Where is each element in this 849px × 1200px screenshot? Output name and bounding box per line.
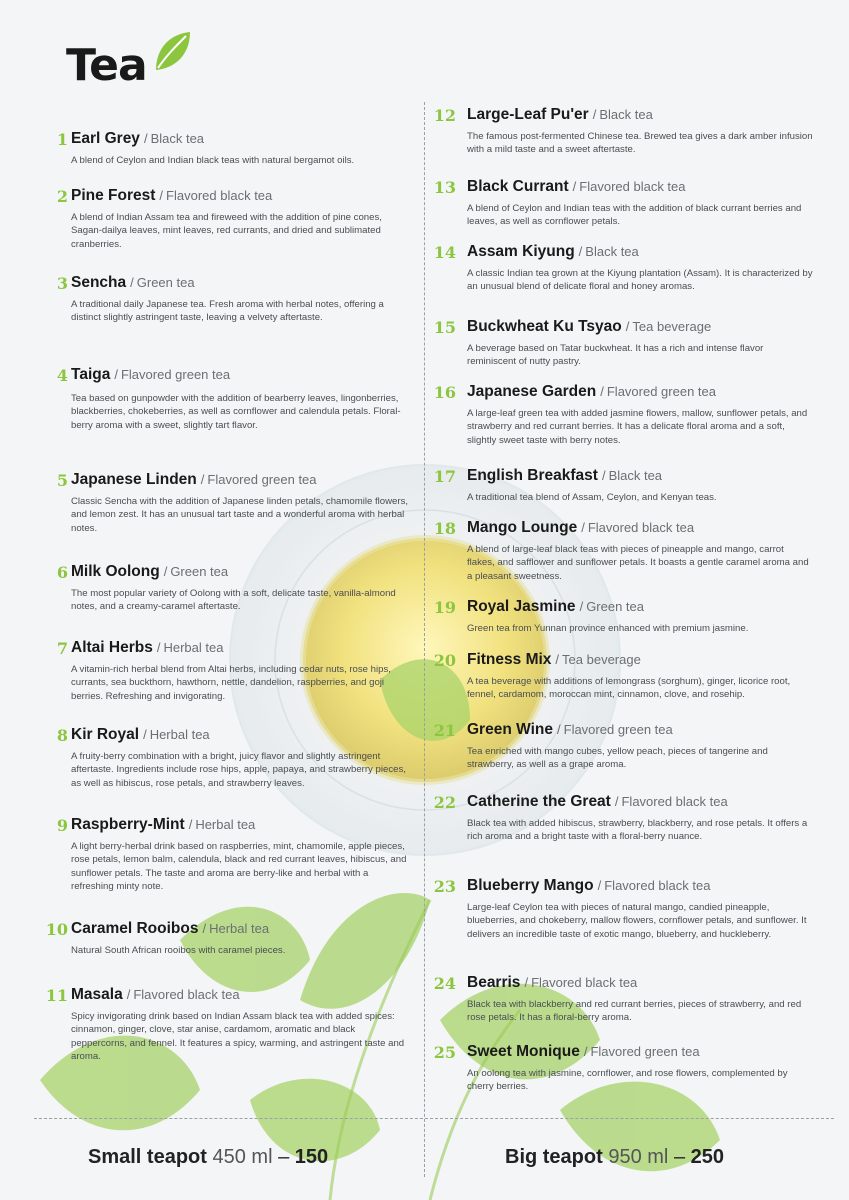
price-value: 250	[690, 1146, 724, 1168]
item-number: 25	[433, 1043, 456, 1062]
item-name: Catherine the Great	[467, 793, 611, 810]
item-number: 13	[433, 178, 456, 197]
item-description: A tea beverage with additions of lemongrass (sorghum), ginger, licorice root, fennel, cardamom, moroccan mint, cinnamon, clove, and rosehip.	[467, 676, 791, 701]
item-name: Taiga	[71, 366, 111, 383]
item-name: Blueberry Mango	[467, 877, 594, 894]
item-name: Royal Jasmine	[467, 598, 576, 615]
item-type: Flavored green tea	[606, 384, 716, 399]
price-dash: –	[673, 1146, 686, 1168]
item-description: A classic Indian tea grown at the Kiyung plantation (Assam). It is characterized by an unusual blend of delicate floral and honey aromas.	[467, 268, 813, 293]
item-number: 20	[433, 651, 456, 670]
price-small-teapot	[88, 1146, 328, 1169]
item-description: Classic Sencha with the addition of Japanese linden petals, chamomile flowers, and lemon zest. It has an unusual tart taste and a wonderful aroma with herbal notes.	[71, 496, 409, 534]
item-name: Milk Oolong	[71, 563, 160, 580]
item-number: 23	[433, 877, 456, 896]
item-type: Green tea	[586, 599, 645, 614]
item-type: Black tea	[599, 107, 653, 122]
item-description: A vitamin-rich herbal blend from Altai herbs, including cedar nuts, rose hips, currants, sea buckthorn, hawthorn, nettle, dandelion, raspberries, and goji berries. Refreshing and invigorating.	[71, 664, 391, 702]
item-name: Fitness Mix	[467, 651, 552, 668]
price-dash: –	[278, 1146, 290, 1168]
item-number: 8	[56, 726, 68, 745]
item-name: Earl Grey	[71, 130, 140, 147]
item-number: 24	[433, 974, 456, 993]
item-type: Flavored black tea	[604, 878, 711, 893]
item-description: Tea based on gunpowder with the addition of bearberry leaves, lingonberries, blackberries, chokeberries, as well as cornflower and calendula petals. Floral-berry aroma with a sweet, slightly tart flavor.	[71, 393, 401, 431]
item-number: 16	[433, 383, 456, 402]
item-type: Flavored black tea	[166, 188, 273, 203]
item-type: Flavored black tea	[579, 179, 686, 194]
item-description: The famous post-fermented Chinese tea. Brewed tea gives a dark amber infusion with a mild taste and a sweet aftertaste.	[467, 131, 813, 156]
item-type: Flavored black tea	[531, 975, 638, 990]
item-name: Japanese Linden	[71, 471, 197, 488]
price-volume: 950 ml	[608, 1146, 669, 1168]
item-type: Flavored green tea	[207, 472, 317, 487]
item-description: The most popular variety of Oolong with a soft, delicate taste, vanilla-almond notes, and a creamy-caramel aftertaste.	[71, 588, 396, 613]
item-description: Natural South African rooibos with caramel pieces.	[71, 945, 286, 956]
item-description: A fruity-berry combination with a bright, juicy flavor and slightly astringent aftertaste. Ingredients include rose hips, apple, papaya, and strawberry pieces, as well as hibiscus, rose petals, and strawberry leaves.	[71, 751, 406, 789]
item-description: A large-leaf green tea with added jasmine flowers, mallow, sunflower petals, and strawberry and red currant berries. It has a delicate floral aroma and a soft, slightly sweet taste with berry notes.	[467, 408, 808, 446]
item-number: 12	[433, 106, 456, 125]
item-description: Black tea with added hibiscus, strawberry, blackberry, and rose petals. It offers a rich aroma and a bright taste with a floral-berry nuance.	[467, 818, 808, 843]
page-title: Tea	[66, 40, 147, 91]
item-number: 5	[56, 471, 68, 490]
item-number: 18	[433, 519, 456, 538]
item-description: Black tea with blackberry and red currant berries, pieces of strawberry, and red rose petals. It has a floral-berry aroma.	[467, 999, 802, 1024]
item-type: Tea beverage	[562, 652, 641, 667]
item-number: 19	[433, 598, 456, 617]
price-label: Small teapot	[88, 1146, 207, 1168]
item-name: Green Wine	[467, 721, 553, 738]
item-description: A blend of Indian Assam tea and fireweed with the addition of pine cones, Sagan-dailya leaves, mint leaves, red currants, and dried and sublimated cranberries.	[71, 212, 382, 250]
item-type: Green tea	[170, 564, 229, 579]
item-description: A beverage based on Tatar buckwheat. It has a rich and intense flavor reminiscent of nutty pastry.	[467, 343, 764, 368]
item-name: Masala	[71, 986, 123, 1003]
item-number: 7	[56, 639, 68, 658]
item-type: Flavored green tea	[120, 367, 231, 382]
item-name: English Breakfast	[467, 467, 598, 484]
item-name: Japanese Garden	[467, 383, 597, 400]
price-divider	[34, 1118, 834, 1119]
item-description: A blend of Ceylon and Indian teas with the addition of black currant berries and leaves, as well as cornflower petals.	[467, 203, 802, 228]
item-name: Mango Lounge	[467, 519, 578, 536]
item-number: 10	[45, 920, 68, 939]
item-number: 17	[433, 467, 456, 486]
item-type: Black tea	[608, 468, 663, 483]
item-description: Tea enriched with mango cubes, yellow peach, pieces of tangerine and strawberry, as well as a grape aroma.	[467, 746, 768, 771]
item-type: Black tea	[585, 244, 639, 259]
item-description: Large-leaf Ceylon tea with pieces of natural mango, candied pineapple, blueberries, and chokeberry, mallow flowers, cornflower petals, and sunflower. It delivers an incredible taste of exotic mango, blueberry, and huckleberry.	[467, 902, 807, 940]
item-name: Pine Forest	[71, 187, 156, 204]
item-type: Flavored green tea	[590, 1044, 700, 1059]
item-description: A blend of Ceylon and Indian black teas with natural bergamot oils.	[71, 155, 355, 166]
item-number: 2	[56, 187, 68, 206]
item-name: Assam Kiyung	[467, 243, 575, 260]
item-name: Kir Royal	[71, 726, 140, 743]
item-type: Herbal tea	[149, 727, 210, 742]
item-name: Large-Leaf Pu'er	[467, 106, 589, 123]
item-type: Herbal tea	[163, 640, 224, 655]
column-divider	[424, 102, 425, 1177]
item-name: Sencha	[71, 274, 127, 291]
item-number: 15	[433, 318, 456, 337]
item-number: 11	[45, 986, 68, 1005]
item-number: 21	[433, 721, 456, 740]
item-description: Spicy invigorating drink based on Indian Assam black tea with added spices: cinnamon, ginger, clove, star anise, cardamom, aromatic and black peppercorns, and fennel. It features a spicy, warming, and astringent taste and aroma.	[71, 1011, 405, 1063]
price-big-teapot	[505, 1146, 724, 1169]
item-number: 14	[433, 243, 456, 262]
item-type: Flavored black tea	[621, 794, 728, 809]
item-type: Green tea	[136, 275, 195, 290]
item-description: A blend of large-leaf black teas with pieces of pineapple and mango, carrot flakes, and safflower and sunflower petals. It boasts a gentle caramel aroma and a pleasant sweetness.	[467, 544, 809, 582]
item-number: 1	[56, 130, 68, 149]
item-name: Buckwheat Ku Tsyao	[467, 318, 622, 335]
item-name: Raspberry-Mint	[71, 816, 185, 833]
item-type: Flavored black tea	[587, 520, 695, 535]
item-description: A traditional daily Japanese tea. Fresh aroma with herbal notes, offering a distinct slightly astringent taste, leaving a velvety aftertaste.	[71, 299, 384, 324]
item-description: An oolong tea with jasmine, cornflower, and rose flowers, complemented by cherry berries.	[467, 1068, 788, 1093]
item-name: Sweet Monique	[467, 1043, 580, 1060]
item-name: Black Currant	[467, 178, 569, 195]
item-type: Herbal tea	[195, 817, 256, 832]
item-type: Flavored green tea	[563, 722, 673, 737]
item-number: 4	[56, 366, 68, 385]
item-name: Altai Herbs	[71, 639, 153, 656]
item-type: Black tea	[150, 131, 205, 146]
item-description: A traditional tea blend of Assam, Ceylon, and Kenyan teas.	[467, 492, 717, 503]
item-name: Caramel Rooibos	[71, 920, 199, 937]
price-volume: 450 ml	[212, 1146, 273, 1168]
item-number: 3	[56, 274, 68, 293]
item-type: Flavored black tea	[133, 987, 240, 1002]
item-type: Herbal tea	[209, 921, 270, 936]
price-value: 150	[294, 1146, 329, 1168]
item-number: 6	[56, 563, 68, 582]
item-number: 22	[433, 793, 456, 812]
item-type: Tea beverage	[632, 319, 712, 334]
item-number: 9	[56, 816, 68, 835]
item-name: Bearris	[467, 974, 521, 991]
price-label: Big teapot	[505, 1146, 603, 1168]
leaf-icon	[152, 30, 192, 72]
item-description: A light berry-herbal drink based on raspberries, mint, chamomile, apple pieces, rose petals, lemon balm, calendula, black and red currant leaves, hibiscus, and sunflower petals. The taste and aroma are berry-like and herbal with a refreshing minty note.	[71, 841, 407, 893]
item-description: Green tea from Yunnan province enhanced with premium jasmine.	[467, 623, 749, 634]
